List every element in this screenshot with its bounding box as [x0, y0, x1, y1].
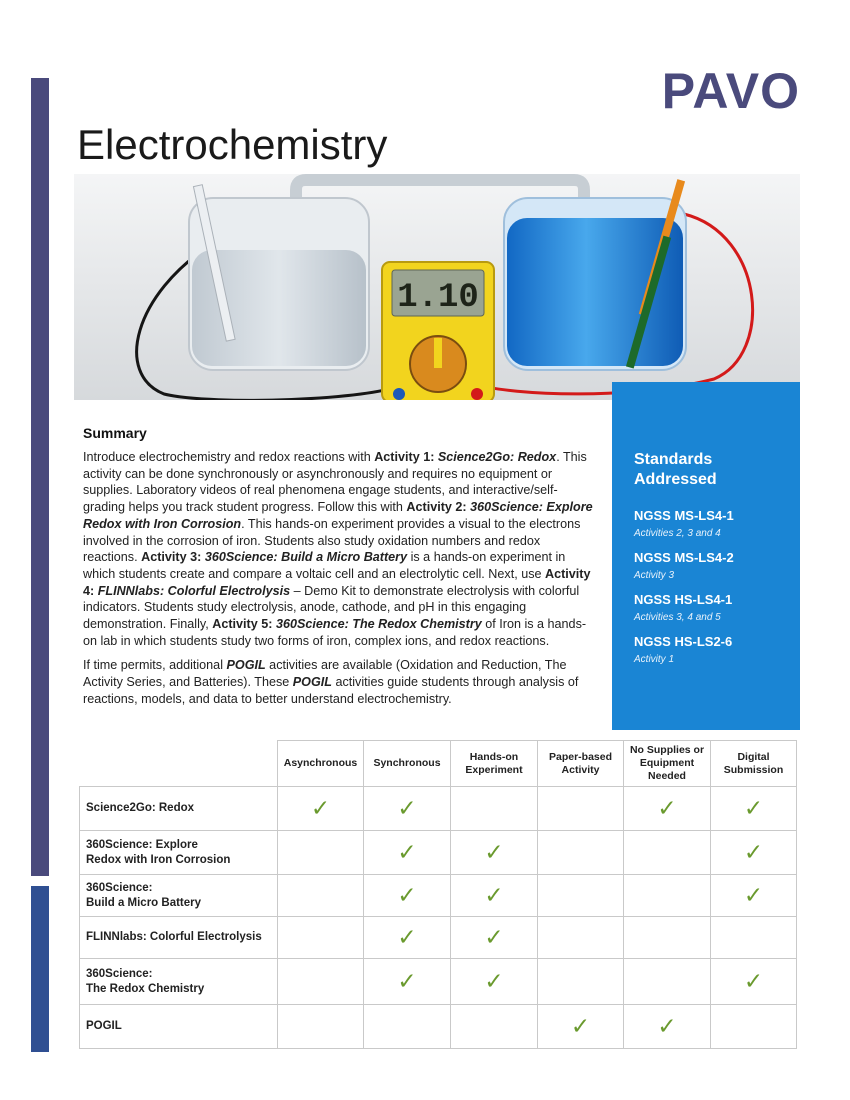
- activity-name: POGIL: [80, 1005, 278, 1049]
- summary-text-run: POGIL: [226, 658, 266, 673]
- table-cell: [364, 787, 451, 831]
- standard-code: NGSS HS-LS4-1: [634, 592, 733, 607]
- table-cell: [451, 917, 538, 959]
- activity-format-table: [79, 740, 797, 1049]
- summary-text-run: Activity 3:: [141, 550, 205, 565]
- column-header: Paper-based Activity: [538, 741, 624, 787]
- summary-text-run: 360Science: Build a Micro Battery: [204, 550, 408, 565]
- standard-item: [634, 634, 778, 666]
- summary-text-run: is a hands-on experiment in which students create and compare a voltaic cell and an electrolytic cell. Next, use: [83, 550, 566, 581]
- standards-heading: Standards Addressed: [634, 451, 717, 488]
- summary-text-run: Activity 1:: [374, 450, 438, 464]
- checkmark-icon: ✓: [743, 967, 764, 994]
- table-corner-cell: [80, 741, 278, 787]
- checkmark-icon: ✓: [657, 794, 677, 821]
- summary-text-run: . This activity can be done synchronously or asynchronously and requires no equipment or supplies. Laboratory videos of real phenomena engage students, and interactive/self-grading helps you track student progress. Follow this with: [83, 450, 587, 515]
- column-header: No Supplies or Equipment Needed: [624, 741, 711, 787]
- activity-name: 360Science: Build a Micro Battery: [80, 875, 278, 917]
- summary-text-run: FLINNlabs: Colorful Electrolysis: [97, 583, 291, 598]
- page-title: Electrochemistry: [77, 121, 388, 168]
- table-cell: [624, 831, 711, 875]
- table-cell: [278, 917, 364, 959]
- table-row: [80, 831, 797, 875]
- table-cell: [364, 875, 451, 917]
- activity-name: 360Science: The Redox Chemistry: [80, 959, 278, 1005]
- meter-readout: 1.10: [397, 279, 479, 317]
- hero-photo: [74, 174, 800, 400]
- checkmark-icon: ✓: [484, 967, 504, 994]
- table-cell: [278, 787, 364, 831]
- standard-code: NGSS MS-LS4-2: [634, 550, 734, 565]
- table-cell: [538, 959, 624, 1005]
- table-cell: [711, 1005, 797, 1049]
- summary-text-run: – Demo Kit to demonstrate electrolysis with colorful indicators. Students study electrolysis, anode, cathode, and pH in this engaging demonstration. Finally,: [83, 583, 580, 632]
- checkmark-icon: ✓: [484, 923, 504, 950]
- table-cell: [624, 1005, 711, 1049]
- table-cell: [538, 875, 624, 917]
- activity-name: Science2Go: Redox: [80, 787, 278, 831]
- column-header: Digital Submission: [711, 741, 797, 787]
- activity-name: FLINNlabs: Colorful Electrolysis: [80, 917, 278, 959]
- standard-activities: Activities 2, 3 and 4: [634, 528, 721, 539]
- table-cell: [624, 917, 711, 959]
- checkmark-icon: ✓: [743, 881, 764, 908]
- column-header: Asynchronous: [278, 741, 364, 787]
- table-header-row: [80, 741, 797, 787]
- summary-text-run: 360Science: Explore Redox with Iron Corrosion: [83, 500, 593, 531]
- checkmark-icon: ✓: [397, 881, 417, 908]
- table-cell: [538, 917, 624, 959]
- checkmark-icon: ✓: [397, 838, 417, 865]
- checkmark-icon: ✓: [397, 967, 417, 994]
- table-cell: [451, 787, 538, 831]
- checkmark-icon: ✓: [570, 1012, 591, 1039]
- table-cell: [711, 959, 797, 1005]
- standard-item: [634, 550, 778, 582]
- table-row: [80, 875, 797, 917]
- checkmark-icon: ✓: [743, 838, 764, 865]
- table-cell: [278, 1005, 364, 1049]
- summary-text-run: of Iron is a hands-on lab in which students study two forms of iron, complex ions, and redox reactions.: [83, 617, 587, 648]
- summary-heading: Summary: [83, 425, 147, 441]
- checkmark-icon: ✓: [484, 881, 504, 908]
- column-header: Hands-on Experiment: [451, 741, 538, 787]
- summary-text-run: Introduce electrochemistry and redox reactions with: [83, 450, 375, 464]
- summary-text-run: If time permits, additional: [83, 658, 227, 673]
- left-accent-bar-bottom: [31, 886, 49, 1052]
- checkmark-icon: ✓: [310, 794, 331, 821]
- standard-activities: Activity 1: [634, 654, 675, 665]
- table-row: [80, 787, 797, 831]
- table-cell: [538, 1005, 624, 1049]
- table-cell: [624, 787, 711, 831]
- checkmark-icon: ✓: [484, 838, 504, 865]
- summary-text-run: Activity 2:: [406, 500, 471, 515]
- table-row: [80, 959, 797, 1005]
- checkmark-icon: ✓: [397, 923, 417, 950]
- standard-item: [634, 508, 778, 540]
- summary-text-run: Science2Go: Redox: [437, 450, 557, 464]
- summary-text-run: . This hands-on experiment provides a visual to the electrons involved in the corrosion of iron. Students also study oxidation numbers and redox reactions.: [83, 516, 581, 565]
- summary-text-run: POGIL: [292, 675, 332, 690]
- summary-text-run: 360Science: The Redox Chemistry: [275, 617, 482, 632]
- table-cell: [538, 787, 624, 831]
- table-cell: [711, 787, 797, 831]
- checkmark-icon: ✓: [743, 794, 764, 821]
- column-header: Synchronous: [364, 741, 451, 787]
- table-cell: [624, 875, 711, 917]
- activity-name: 360Science: Explore Redox with Iron Corrosion: [80, 831, 278, 875]
- checkmark-icon: ✓: [657, 1012, 677, 1039]
- standard-item: [634, 592, 778, 624]
- table-cell: [278, 875, 364, 917]
- checkmark-icon: ✓: [397, 794, 417, 821]
- summary-paragraph-2: [83, 657, 598, 707]
- table-cell: [451, 831, 538, 875]
- standard-code: NGSS MS-LS4-1: [634, 508, 734, 523]
- table-cell: [364, 1005, 451, 1049]
- table-cell: [364, 959, 451, 1005]
- summary-paragraph-1: [83, 449, 598, 649]
- standard-activities: Activity 3: [634, 570, 675, 581]
- table-cell: [711, 831, 797, 875]
- standard-activities: Activities 3, 4 and 5: [634, 612, 721, 623]
- left-accent-bar-top: [31, 78, 49, 876]
- table-cell: [278, 959, 364, 1005]
- table-cell: [538, 831, 624, 875]
- table-cell: [451, 875, 538, 917]
- table-cell: [624, 959, 711, 1005]
- brand-logo: PAVO: [661, 63, 800, 119]
- summary-text-run: activities are available (Oxidation and Reduction, The Activity Series, and Batteries). These: [83, 658, 567, 690]
- summary-text-run: activities guide students through analysis of reactions, models, and data to better understand electrochemistry.: [83, 675, 579, 706]
- table-row: [80, 917, 797, 959]
- table-cell: [451, 1005, 538, 1049]
- summary-text-run: Activity 5:: [212, 617, 276, 632]
- summary-text-run: Activity 4:: [83, 566, 591, 598]
- standard-code: NGSS HS-LS2-6: [634, 634, 733, 649]
- table-row: [80, 1005, 797, 1049]
- standards-panel: [612, 382, 800, 730]
- table-cell: [451, 959, 538, 1005]
- table-cell: [278, 831, 364, 875]
- table-cell: [711, 917, 797, 959]
- table-cell: [364, 831, 451, 875]
- table-cell: [711, 875, 797, 917]
- summary-section: [83, 425, 598, 708]
- table-cell: [364, 917, 451, 959]
